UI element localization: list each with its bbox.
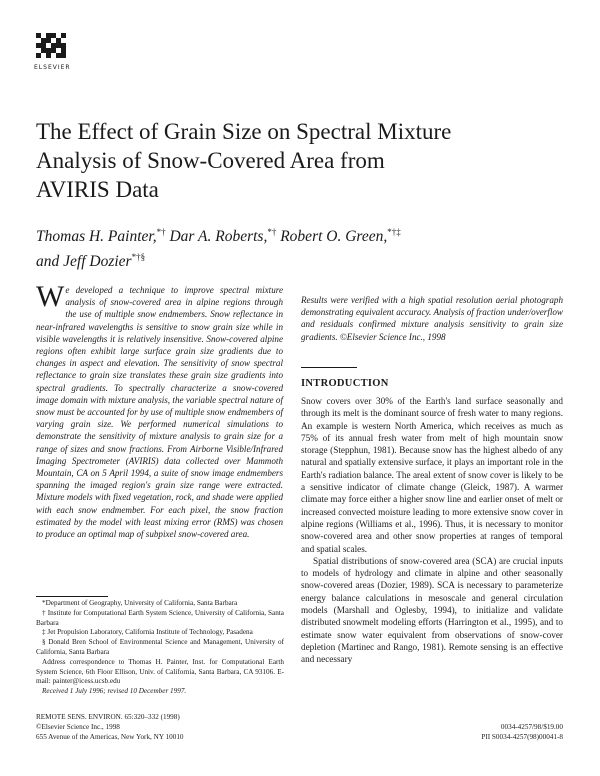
publisher-logo [36, 33, 66, 59]
abstract-right: Results were verified with a high spatial resolution aerial photograph demonstrating equivalent accuracy. Analysis of fraction under/overflow and residuals confirmed mixture analysis sensitivity to grain size gradients. ©Elsevier Science Inc., 1998 [301, 295, 563, 342]
publisher-logo-text: ELSEVIER [34, 64, 71, 71]
journal-pii: PII S0034-4257(98)00041-8 [481, 732, 563, 741]
journal-identifiers [481, 723, 563, 743]
paragraph: Snow covers over 30% of the Earth's land surface seasonally and through its melt is the dominant source of fresh water to many regions. An example is western North America, which receives as much as 75% of its annual fresh water from melt of high mountain snow storage (Stepphun, 1981). Because snow has the highest albedo of any natural and spatially extensive surface, it plays an important role in the Earth's radiation balance. The areal extent of snow cover is likely to be a sensitive indicator of climate change (Gleick, 1987). A warmer climate may force either a higher snow line and earlier onset of melt or increased convected moisture leading to more extensive snow cover in alpine regions (Williams et al., 1996). Thus, it is necessary to monitor snow-covered area and other snow properties at ranges of temporal and spatial scales. [301, 396, 563, 554]
journal-issn: 0034-4257/98/$19.00 [500, 723, 563, 731]
author-name: Dar A. Roberts, [165, 228, 268, 246]
footnote: *Department of Geography, University of California, Santa Barbara [42, 599, 238, 607]
footnote: Address correspondence to Thomas H. Painter, Inst. for Computational Earth System Science, 6th Floor Ellison, Univ. of California, Santa Barbara, CA 93106. E-mail: painter@icess.ucsb.edu [36, 657, 284, 686]
article-title [36, 117, 556, 204]
footnotes [36, 599, 284, 697]
author-affiliation-marks: *† [267, 227, 277, 237]
abstract-dropcap: W [36, 280, 65, 313]
publisher-address: 655 Avenue of the Americas, New York, NY 10010 [36, 732, 184, 741]
author-affiliation-marks: *†‡ [387, 227, 401, 237]
author-name: Robert O. Green, [276, 228, 388, 246]
section-divider [301, 367, 357, 368]
title-line: The Effect of Grain Size on Spectral Mixture [36, 119, 452, 144]
introduction-body [301, 395, 563, 666]
footnote: § Donald Bren School of Environmental Science and Management, University of California, Santa Barbara [36, 638, 284, 656]
abstract-text: e developed a technique to improve spectral mixture analysis of snow-covered area in alpine regions through the use of multiple snow endmembers. Snow reflectance in near-infrared wavelengths is sensitive to snow grain size while in visible wavelengths it is relatively insensitive. Snow-covered alpine regions often exhibit large surface grain size gradients due to changes in aspect and elevation. The sensitivity of snow spectral reflectance to grain size translates these grain size gradients into spectral gradients. To spectrally characterize a snow-covered image domain with mixture analysis, the variable spectral nature of snow must be accounted for by use of multiple snow endmembers of varying grain size. We performed numerical simulations to demonstrate the sensitivity of mixture analysis to grain size for a range of sizes and snow fractions. From Airborne Visible/Infrared Imaging Spectrometer (AVIRIS) data collected over Mammoth Mountain, CA on 5 April 1994, a suite of snow image endmembers spanning the imaged region's grain size range were extracted. Mixture models with fixed vegetation, rock, and shade were applied with each snow endmember. For each pixel, the snow fraction estimated by the model with least mixing error (RMS) was chosen to produce an optimal map of subpixel snow-covered area. [36, 285, 283, 540]
author-affiliation-marks: *†§ [131, 252, 146, 263]
author-list [36, 222, 556, 272]
received-dates: Received 1 July 1996; revised 10 December 1997. [42, 687, 187, 696]
journal-copyright: ©Elsevier Science Inc., 1998 [36, 722, 120, 731]
footnote-divider [36, 596, 108, 597]
author-name: Thomas H. Painter, [36, 228, 157, 246]
title-line: AVIRIS Data [36, 177, 159, 202]
title-line: Analysis of Snow-Covered Area from [36, 148, 385, 173]
footnote: † Institute for Computational Earth System Science, University of California, Santa Barbara [36, 608, 284, 627]
journal-info [36, 713, 184, 742]
author-affiliation-marks: *† [156, 227, 166, 237]
introduction-heading: INTRODUCTION [301, 378, 389, 389]
journal-citation: REMOTE SENS. ENVIRON. 65:320–332 (1998) [36, 713, 180, 721]
author-name: and Jeff Dozier [36, 253, 132, 271]
paragraph: Spatial distributions of snow-covered area (SCA) are crucial inputs to models of hydrology and climate in alpine and other seasonally snow-covered areas (Dozier, 1989). SCA is necessary to parameterize energy balance calculations in mesoscale and general circulation models (Marshall and Oglesby, 1994), to initialize and validate distributed snowmelt modeling efforts (Harrington et al., 1995), and to estimate snow water equivalent from observations of snow-cover depletion (Martinec and Rango, 1981). Remote sensing is an effective and necessary [301, 555, 563, 665]
footnote: ‡ Jet Propulsion Laboratory, California Institute of Technology, Pasadena [42, 628, 253, 637]
abstract-left [36, 280, 283, 540]
